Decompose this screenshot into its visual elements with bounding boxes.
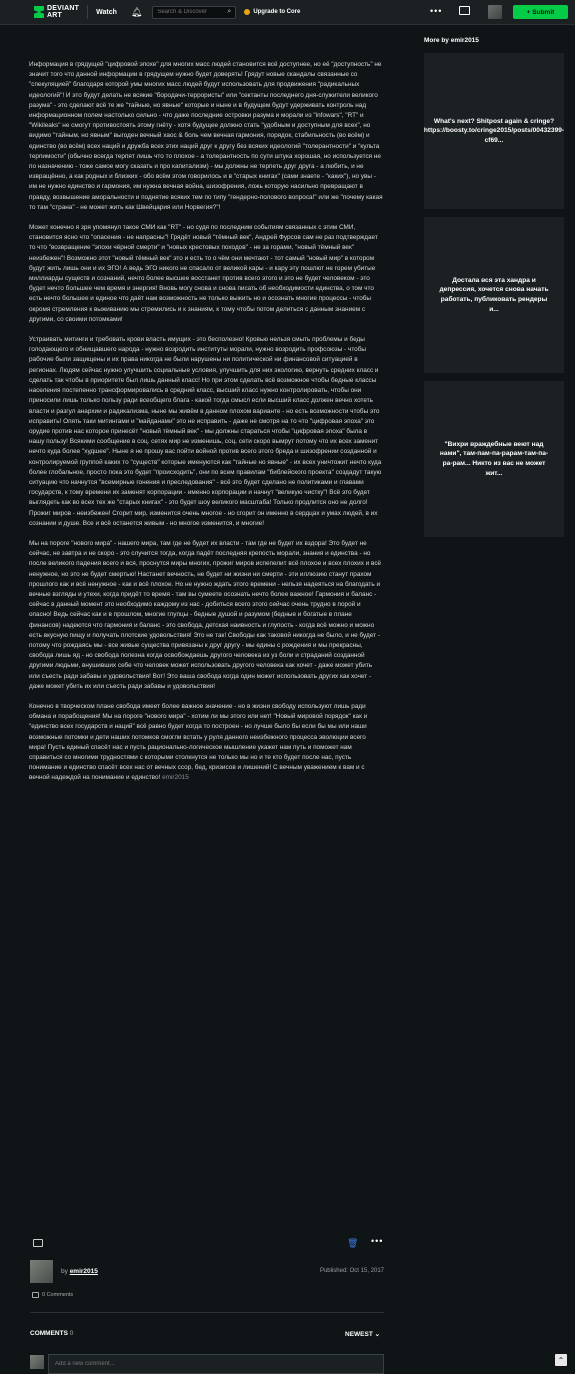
journal-signature: emir2015	[162, 774, 189, 782]
more-by-card[interactable]	[424, 53, 564, 209]
journal-body	[29, 60, 384, 794]
journal-paragraph	[29, 702, 384, 784]
published-date: Published: Oct 15, 2017	[319, 1268, 384, 1274]
comment-input[interactable]	[48, 1354, 384, 1374]
submit-button[interactable]: + Submit	[513, 5, 568, 19]
watch-link[interactable]: Watch	[96, 8, 117, 16]
logo-text-line2: ART	[47, 12, 62, 19]
trash-icon[interactable]: 🗑︎	[347, 1238, 359, 1248]
journal-paragraph: Информация в грядущей "цифровой эпохе" для многих масс людей становится всё доступнее, но её "доступность" не значит того что данной информации в грядущем нужно будет доверять! Грядут новые скандалы связанные со "спекуляцией" благодаря которой умы многих масс людей будут использовать для продвижения "радикальных идеологий"! И это будут делать не всякие "бородачи-террористы" или "сектанты последнего дня-служители великого разума" - это сделают всё те же "тайные, но явные" которые и ныне и в будущем будут удерживать контроль над информационном полем настолько сильно - что даже последние островки разума и морали из "infowars", "RT" и "Wikileaks" не смогут противостоять этому гнёту - хотя будущее должно стать "удобным и доступным для всех", но видимо "тайным, но явным" выгоден вечный хаос & боль чем вечная гармония, порядок, стабильность (во всём) и единство (во всём) всех наций и дружба всех этих наций друг к другу без всяких идеологий "толерантности" и "культа терпимости" (обычно всегда терпят лишь что то плохое - а толерантность по сути штука хорошая, но используется не по назначению - тоже самое могу сказать и про капитализм) - мы должны не терпеть друг друга - а любить, и не извращённо, а как родных и близких - обо всём этом говорилось и в "старых книгах" (сами знаете - "каких"), но увы - им не нужно единство и гармония, им нужна вечная война, шизофрения, ложь которую насильно превращают в правду, возвышение аморальности и поднятие всяких тем по типу "гендерно-полового вопроса!" или же "почему какая то там "страна" - не может жить как Швейцария или Норвегия?"!	[29, 61, 383, 211]
sort-dropdown[interactable]	[345, 1330, 380, 1338]
comments-label: COMMENTS	[30, 1330, 68, 1337]
comment-count-label: 0 Comments	[42, 1292, 74, 1298]
comment-icon[interactable]	[33, 1239, 43, 1247]
bell-icon[interactable]: 🔔︎	[130, 6, 143, 17]
comments-number: 0	[69, 1330, 74, 1337]
divider	[87, 5, 88, 19]
user-avatar[interactable]	[488, 5, 502, 19]
more-icon[interactable]: •••	[430, 6, 443, 16]
dots-icon[interactable]: •••	[371, 1236, 384, 1246]
comments-heading	[30, 1330, 73, 1337]
chat-icon[interactable]	[459, 6, 470, 15]
logo-text-line1: DEVIANT	[47, 5, 80, 12]
comment-icon	[32, 1292, 39, 1298]
search-icon[interactable]: ⌕	[227, 8, 232, 15]
deviantart-logo[interactable]	[34, 0, 79, 24]
commenter-avatar	[30, 1355, 44, 1369]
author-avatar[interactable]	[30, 1260, 53, 1283]
sort-label: NEWEST	[345, 1331, 373, 1338]
journal-paragraph-text: Конечно в творческом плане свобода имеет более важное значение - но в жизни свободу используют лишь ради обмана и порабощения! Мы на пороге "нового мира" - хотим ли мы этого или нет! "Новый мировой порядок" как и "единство всех государств и наций" всё равно будет когда то построен - но лучше было бы если бы мы или наши возможные потомки и дети наших потомков смогли встать у руля данного неизбежного процесса эволюции всего мира! Пусть единый спасёт нас и пусть рационально-логическое мышление укажет нам путь и поможет нам справиться со многими трудностями с которыми столкнутся не только мы но и те кто будет после нас, пусть понимание и единство спасёт всех нас от вечных ссор, бед, кризисов и лишений! С вечным уважением к вам и с вечной надеждой на понимание и единство!	[29, 702, 368, 782]
journal-paragraph: Может конечно я зря упомянул такое СМИ как "RT" - но судя по последним событиям связанных с этим СМИ, становится ясно что "опасения - не напрасны"! Грядёт новый "тёмный век", Андрей Фурсов сам не раз подтверждает то что "возвращение "эпохи чёрной смерти" и "новых крестовых походов" - не за горами, "новый тёмный век" неизбежен"! Возможно этот "новый тёмный век" это и есть то о чём они мечтают - тот самый "новый мир" в котором будут жить лишь они и их ЭГО! А ведь ЭГО никого не спасало от великой кары - и кару эту пошлют не горем убитые миллиарды существ и сознаний, нечто более высшее восстанет против всего этого и это не будет человеком - это будет нечто большее чем время и энергия! Вновь могу снова и снова писать об необходимости единства, о том что есть нечто большее и единое что даёт нам возможность не только выжить но и осознать многие процессы - чтобы окромя стремления к выживанию мы стремились и к знаниям, к тому чтобы потом делиться с данным знанием с другими, со своими потомками!	[29, 224, 378, 323]
more-by-title: More by emir2015	[424, 37, 479, 44]
journal-paragraph: Мы на пороге "нового мира" - нашего мира, там где не будет их власти - там где не будет их вздора! Это будет не сейчас, не завтра и не скоро - это случится тогда, когда падёт последняя крепость морали, знания и единства - но после великого падения всего и вся, проснутся миры многих, прожиг миров испепелит всё плохое и всех плохих и всё ненужное, но это не будет смертью! Настанет вечность, не будет ни жизни ни смерти - эти иллюзию станут прахом прошлого как и всё ненужное - как и всё плохое. Но не нужно ждать этого времени - нельзя надеяться на благодать и вечные взгляды и утехи, когда придёт то время - там вы сумеете осознать нечто более важное! Гармония и баланс - сейчас в данный момент это необходимо каждому из нас - добиться всего этого сейчас очень трудно в порой и опасно! Ведь сейчас как и в прошлом, многие глупцы - бедные душой и разумом (бедные и богатые в плане финансов) надеются что гармония и баланс - это свобода, детская наивность и глупость - когда всё можно и можно есть вкусную пищу и получать плотские удовольствия! Это не так! Свободы как таковой никогда не было, и не будет - потому что рождаясь мы - все живые существа привязаны к друг другу - мы едины с рождения и мы прекрасны, свобода лишь яд - но свобода полезна когда освобождаешь другого человека из уз боли и страданий созданной другими людьми, внушивших себе что человек может использовать другого человека как хочет - даже может убить или съесть ради забавы и удовольствия! Вот! Это ваша свобода когда один может использовать других как хочет - даже может убить их или съесть ради забавы и удовольствия!	[29, 539, 382, 690]
journal-actions	[33, 1238, 383, 1250]
author-link[interactable]: emir2015	[69, 1268, 98, 1275]
by-label: by	[61, 1268, 68, 1275]
upgrade-label: Upgrade to Core	[253, 9, 301, 15]
upgrade-to-core-link[interactable]	[244, 9, 300, 15]
card-text: Достала вся эта хандра и депрессия, хочется снова начать работать, публиковать рендеры и...	[439, 276, 549, 313]
search-box[interactable]	[152, 6, 236, 19]
card-text: "Вихри враждебные веют над нами", там-пам-па-рарам-там-па-ра-рам... Никто из вас не может жит...	[439, 440, 549, 477]
logo-icon	[34, 6, 44, 18]
author-row	[30, 1260, 384, 1284]
divider	[30, 1312, 384, 1313]
upgrade-icon	[244, 9, 250, 15]
chevron-up-icon[interactable]: ⌃	[555, 1354, 567, 1366]
journal-paragraph: Устраивать митинги и требовать крови власть имущих - это бесполезно! Кровью нельзя смыть проблемы и беды голодающего и обнищавшего народа - нужно возродить институты морали, нужно возродить профсоюзы - чтобы рабочие были защищены и их права никогда не были нарушены ни политической ни финансовой ситуацией в регионах. Людям сейчас нужно улучшить социальные условия, улучшить для них экологию, вернуть средних класс и сделать так чтобы в приоритете был лишь данный класс! Но при этом сделать всё возможное чтобы бедные классы населения постепенно трансформировались в средний класс, высший класс нужно контролировать, чтобы они приносили лишь только пользу ради всеобщего блага - какой тогда смысл если высший класс должен вечно хотеть власти и разгул анархии и радикализма, ныне мы живём в данном плохом варианте - но есть возможности чтобы это исправить! Опять таки митингами и "майданами" это не исправить - даже не смотря на то что "цифровая эпоха" это орудие против нас которое принесёт "новый тёмный век" - мы должны стараться чтобы "цифровая эпоха" была в нашу пользу! Всякими сообщение в соц. сетях мир не изменишь, соц. сети скоро вымрут потому что их всех заменит нечто куда более "худшее". Ныне я не прошу вас пойти войной против всего этого бреда и шизофрении созданной и контролируемой группой каких то "существ" которые именуются как "тайные но явные" - их всех уничтожит нечто куда более глобальное, просто пока это будет "происходить", они по всем правилам "библейского проекта" создадут такую ситуацию что начнутся "всемирные гонения и преследования" - всё это будет сделано не политиками и главами государств, к тому времени их заменят корпорации - именно корпорации и начнут "великую чистку"! Всё это будет выглядеть как во всех тех же "старых книгах" - это будет шоу великого масштаба! Только продлится оно не долго! Прожиг миров - неизбежен! Сгорит мир, изменится очень многое - но сгорит он именно в сердцах и умах людей, в их сознании и душе. Все и всё останется живым - но многое изменится, и многие!	[29, 336, 382, 527]
more-by-card[interactable]	[424, 217, 564, 373]
chevron-down-icon: ⌄	[374, 1331, 381, 1338]
comment-count[interactable]	[32, 1292, 73, 1298]
search-input[interactable]	[157, 9, 223, 15]
card-text: What's next? Shitpost again & cringe? https://boosty.to/cringe2015/posts/00432399-cf69...	[423, 117, 565, 144]
more-by-card[interactable]	[424, 381, 564, 537]
